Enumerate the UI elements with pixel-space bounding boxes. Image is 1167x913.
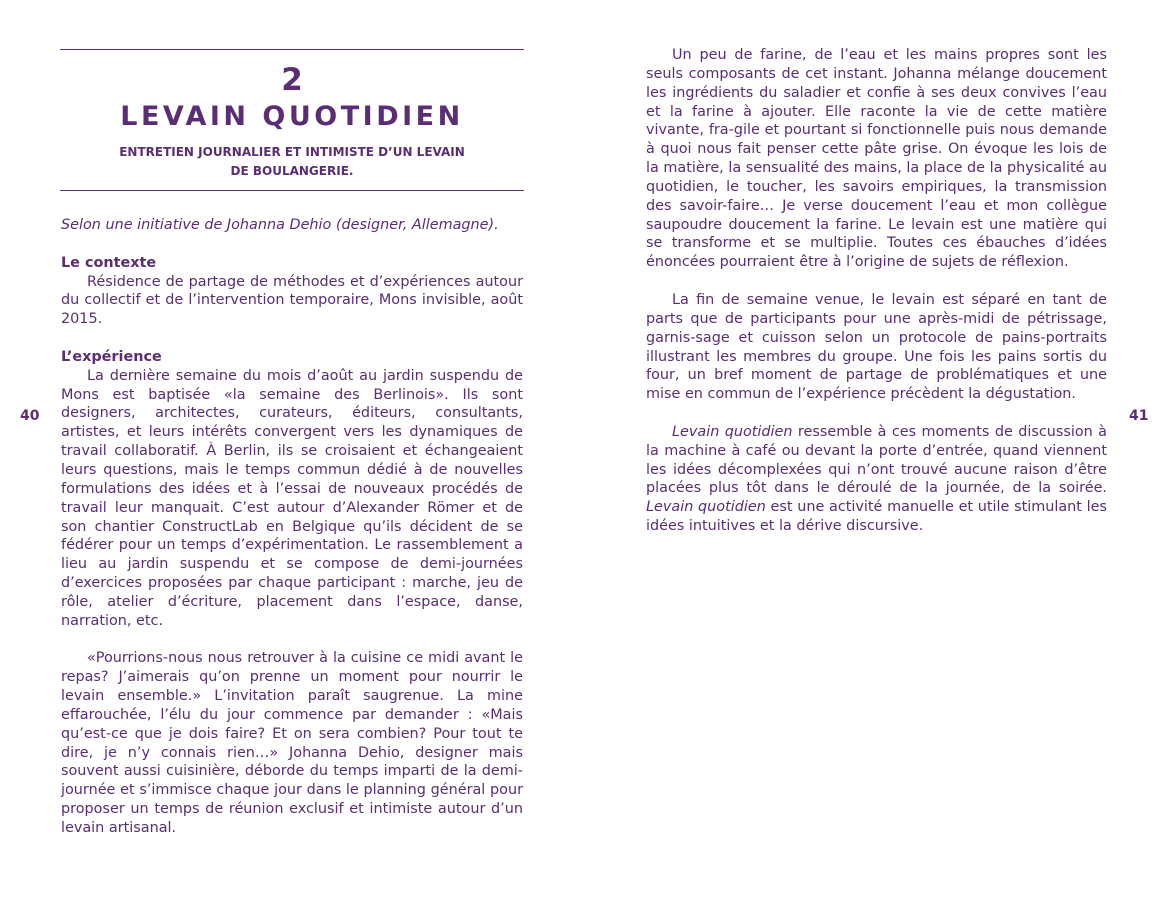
conclusion-text-part1: ressemble à ces moments de discussion à la machine à café ou devant la porte d’entrée, quand viennent les idées décomplexées qui n’ont trouvé aucune raison d’être placées plus tôt dans le déroulé de la journée, de la soirée.: [646, 423, 1107, 497]
work-title: Levain quotidien: [646, 499, 766, 516]
right-text-column: [646, 46, 1107, 536]
left-text-column: [61, 216, 523, 838]
farine-paragraph: Un peu de farine, de l’eau et les mains propres sont les seuls composants de cet instant. Johanna mélange doucement les ingrédients du saladier et confie à ses deux convives l’eau et la farine à ajouter. Elle raconte la vie de cette matière vivante, fra-gile et pourtant si fonctionnelle puis nous demande à quoi nous fait penser cette pâte grise. On évoque les lois de la matière, la sensualité des mains, la place de la physicalité au quotidien, le toucher, les savoirs empiriques, la transmission des savoir-faire… Je verse doucement l’eau et mon collègue saupoudre doucement la farine. Le levain est une matière qui se transforme et se multiplie. Toutes ces ébauches d’idées énoncées pourraient être à l’origine de sujets de réflexion.: [646, 47, 1107, 271]
conclusion-paragraph: [646, 423, 1107, 536]
conclusion-text-part2: est une activité manuelle et utile stimulant les idées intuitives et la dérive discursive.: [646, 499, 1107, 535]
chapter-number: 2: [281, 62, 303, 98]
chapter-subtitle: ENTRETIEN JOURNALIER ET INTIMISTE D’UN LEVAIN DE BOULANGERIE.: [119, 145, 465, 178]
context-heading: Le contexte: [61, 254, 157, 271]
work-title: Levain quotidien: [672, 423, 793, 440]
intro-credit: Selon une initiative de Johanna Dehio (designer, Allemagne).: [61, 217, 499, 233]
page-number-left: 40: [20, 408, 40, 424]
title-bottom-rule: [60, 190, 524, 191]
experience-paragraph: La dernière semaine du mois d’août au jardin suspendu de Mons est baptisée «la semaine des Berlinois». Ils sont designers, architectes, curateurs, éditeurs, consultants, artistes, et leurs intérêts convergent vers les dynamiques de travail collaboratif. À Berlin, ils se croisaient et échangeaient leurs questions, mais le temps commun dédié à de nouvelles formulations des idées et à l’essai de nouveaux procédés de travail leur manquait. C’est autour d’Alexander Römer et de son chantier ConstructLab en Belgique qu’ils décident de se fédérer pour un temps d’expérimentation. Le rassemblement a lieu au jardin suspendu et se compose de demi-journées d’exercices proposées par chaque participant : marche, jeu de rôle, atelier d’écriture, placement dans l’espace, danse, narration, etc.: [61, 367, 523, 629]
context-paragraph: Résidence de partage de méthodes et d’expériences autour du collectif et de l’intervention temporaire, Mons invisible, août 2015.: [61, 273, 523, 328]
experience-heading: L’expérience: [61, 348, 162, 365]
cuisine-paragraph: «Pourrions-nous nous retrouver à la cuisine ce midi avant le repas? J’aimerais qu’on prenne un moment pour nourrir le levain ensemble.» L’invitation paraît saugrenue. La mine effarouchée, l’élu du jour commence par demander : «Mais qu’est-ce que je dois faire? Et on sera combien? Pour tout te dire, je n’y connais rien…» Johanna Dehio, designer mais souvent aussi cuisinière, déborde du temps imparti de la demi-journée et s’immisce chaque jour dans le planning général pour proposer un temps de réunion exclusif et intimiste autour d’un levain artisanal.: [61, 650, 523, 836]
chapter-title: LEVAIN QUOTIDIEN: [120, 101, 464, 132]
page-number-right: 41: [1129, 408, 1149, 424]
semaine-paragraph: La fin de semaine venue, le levain est séparé en tant de parts que de participants pour une après-midi de pétrissage, garnis-sage et cuisson selon un protocole de pains-portraits illustrant les membres du groupe. Une fois les pains sortis du four, un bref moment de partage de problématiques et une mise en commun de l’expérience précèdent la dégustation.: [646, 291, 1107, 403]
title-top-rule: [60, 49, 524, 50]
